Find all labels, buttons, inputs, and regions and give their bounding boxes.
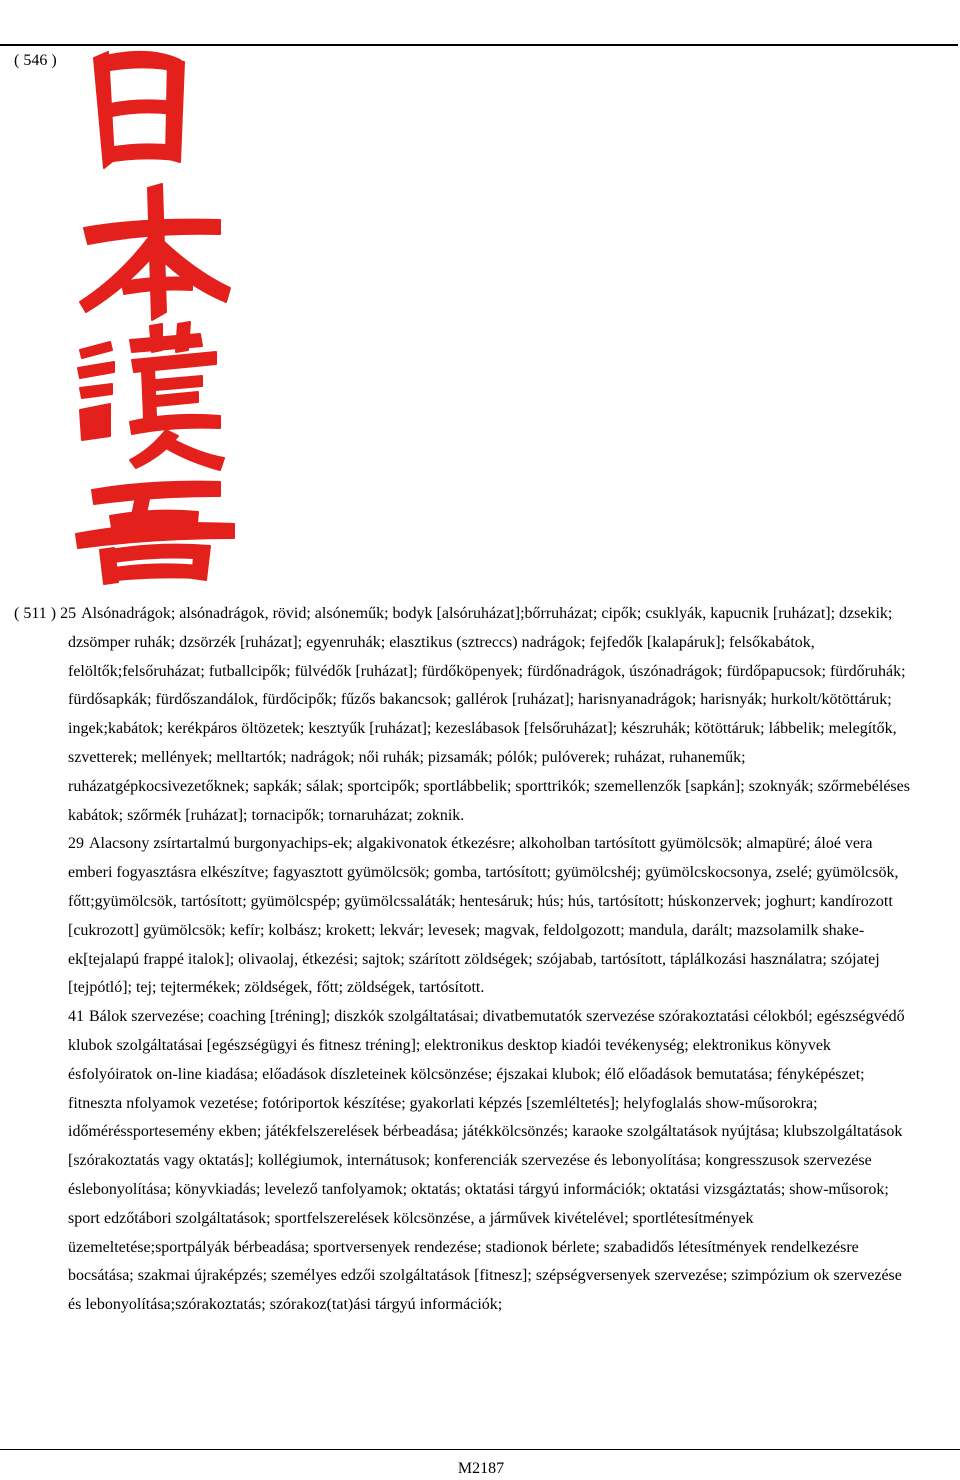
footer-rule	[0, 1449, 960, 1450]
class-number: 41	[68, 1008, 84, 1026]
code-label: ( 511 )	[14, 605, 57, 622]
mark-number: ( 546 )	[14, 52, 57, 69]
class-number: 29	[68, 835, 84, 853]
red-calligraphy-mark-icon	[70, 50, 240, 585]
class-text: Alacsony zsírtartalmú burgonyachips-ek; algakivonatok étkezésre; alkoholban tartósított gyümölcsök; almapüré; áloé vera emberi fogyasztásra elkészítve; fagyasztott gyümölcsök; gomba, tartósított; gyümölcshéj; gyümölcskocsonya, zselé; gyümölcsök, főtt;gyümölcsök, tartósított; gyümölcspép; gyümölcssaláták; hentesáruk; hús; hús, tartósított; húskonzervek; joghurt; kandírozott [cukrozott] gyümölcsök; kefír; kolbász; krokett; lekvár; levesek; magvak, feldolgozott; mandula, darált; mazsolamilk shake-ek[tejalapú frappé italok]; olivaolaj, étkezési; sajtok; szárított zöldségek; szójabab, tartósított, táplálkozási használatra; szójatej [tejpótló]; tej; tejtermékek; zöldségek, főtt; zöldségek, tartósított.	[68, 835, 899, 997]
page-number: M2187	[457, 1460, 505, 1477]
class-paragraph-41	[14, 1003, 914, 1320]
class-paragraph-29	[14, 830, 914, 1003]
class-paragraph-25	[14, 600, 914, 830]
class-text: Bálok szervezése; coaching [tréning]; diszkók szolgáltatásai; divatbemutatók szervezése szórakoztatási célokból; egészségvédő klubok szolgáltatásai [egészségügyi és fitnesz tréning]; elektronikus desktop kiadói tevékenység; elektronikus könyvek ésfolyóiratok on-line kiadása; előadások díszleteinek kölcsönzése; éjszakai klubok; élő előadások bemutatása; fényképészet; fitneszta nfolyamok vezetése; fotóriportok készítése; gyakorlati képzés [szemléltetés]; helyfoglalás show-műsorokra; időméréssportesemény ekben; játékfelszerelések bérbeadása; játékkölcsönzés; karaoke szolgáltatások nyújtása; klubszolgáltatások [szórakoztatás vagy oktatás]; kollégiumok, internátusok; konferenciák szervezése és lebonyolítása; kongresszusok szervezése éslebonyolítása; könyvkiadás; levelező tanfolyamok; oktatás; oktatási tárgyú információk; oktatási vizsgáztatás; show-műsorok; sport edzőtábori szolgáltatások; sportfelszerelések kölcsönzése, a járművek kivételével; sportlétesítmények üzemeltetése;sportpályák bérbeadása; sportversenyek rendezése; stadionok bérlete; szabadidős létesítmények rendelkezésre bocsátása; szakmai újraképzés; személyes edzői szolgáltatások [fitnesz]; szépségversenyek szervezése; szimpózium ok szervezése és lebonyolítása;szórakoztatás; szórakoz(tat)ási tárgyú információk;	[68, 1008, 905, 1314]
trademark-logo	[70, 50, 240, 585]
class-number: 25	[60, 605, 77, 622]
header-title: Szabadalmi Közlöny és Védjegyértesítő 118. évfolyam 19. szám, 2013.10.14.	[267, 2, 764, 19]
header-subtitle: Nemzeti lajstromozott védjegyek	[389, 26, 602, 43]
class-text: Alsónadrágok; alsónadrágok, rövid; alsóneműk; bodyk [alsóruházat];bőrruházat; cipők; csuklyák, kapucnik [ruházat]; dzsekik; dzsömper ruhák; dzsörzék [ruházat]; egyenruhák; elasztikus (sztreccs) nadrágok; fejfedők [kalapáruk]; felsőkabátok, felöltők;felsőruházat; futballcipők; fülvédők [ruházat]; fürdőköpenyek; fürdőnadrágok, úszónadrágok; fürdőpapucsok; fürdőruhák; fürdősapkák; fürdőszandálok, fürdőcipők; fűzős bakancsok; gallérok [ruházat]; harisnyanadrágok; harisnyák; hurkolt/kötöttáruk; ingek;kabátok; kerékpáros öltözetek; kesztyűk [ruházat]; kezeslábasok [felsőruházat]; készruhák; kötöttáruk; lábbelik; melegítők, szvetterek; mellények; melltartók; nadrágok; női ruhák; pizsamák; pólók; pulóverek; ruházat, ruhaneműk; ruházatgépkocsivezetőknek; sapkák; sálak; sportcipők; sportlábbelik; sporttrikók; szemellenzők [sapkán]; szoknyák; szőrmebéléses kabátok; szőrmék [ruházat]; tornacipők; tornaruházat; zoknik.	[68, 605, 910, 824]
header-rule	[0, 44, 958, 46]
classes-content	[14, 600, 914, 1320]
